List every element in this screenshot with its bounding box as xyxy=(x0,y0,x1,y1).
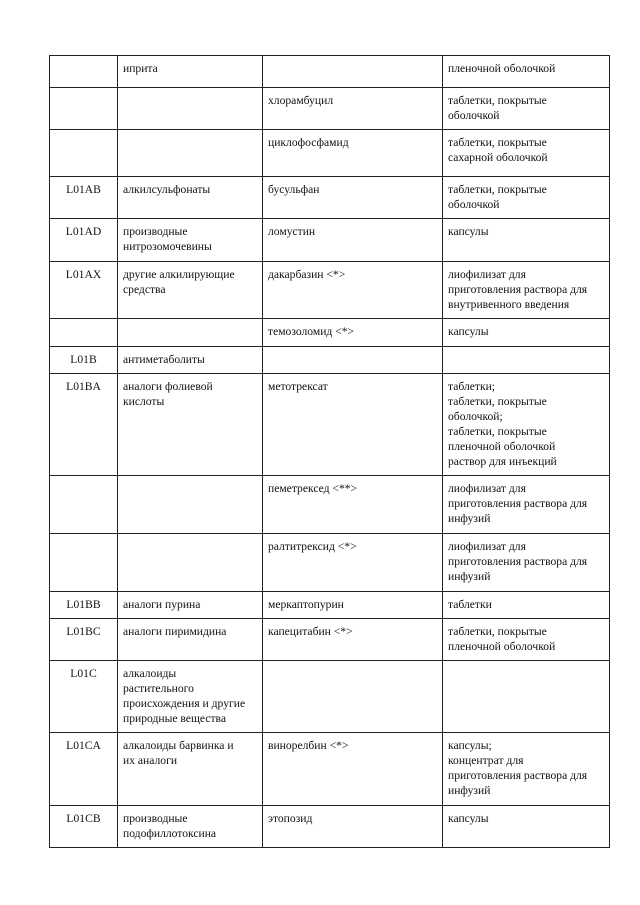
drug-name-cell: пеметрексед <**> xyxy=(263,476,443,534)
table-row xyxy=(50,534,610,592)
drug-name-cell: темозоломид <*> xyxy=(263,319,443,347)
group-cell: антиметаболиты xyxy=(118,347,263,374)
group-cell: аналоги пурина xyxy=(118,592,263,619)
drug-name-cell: дакарбазин <*> xyxy=(263,262,443,319)
drug-name-cell: циклофосфамид xyxy=(263,130,443,177)
drug-name-cell xyxy=(263,661,443,733)
group-cell xyxy=(118,88,263,130)
dosage-form-cell: таблетки, покрытые пленочной оболочкой xyxy=(443,619,610,661)
atc-code-cell: L01BA xyxy=(50,374,118,476)
group-cell: аналоги пиримидина xyxy=(118,619,263,661)
atc-code-cell xyxy=(50,319,118,347)
atc-code-cell xyxy=(50,534,118,592)
table-row xyxy=(50,374,610,476)
group-cell: алкилсульфонаты xyxy=(118,177,263,219)
group-cell: другие алкилирующие средства xyxy=(118,262,263,319)
group-cell xyxy=(118,319,263,347)
dosage-form-cell: таблетки; таблетки, покрытые оболочкой; таблетки, покрытые пленочной оболочкой раствор для инъекций xyxy=(443,374,610,476)
dosage-form-cell xyxy=(443,661,610,733)
table-row xyxy=(50,806,610,848)
table-row xyxy=(50,56,610,88)
drug-name-cell: винорелбин <*> xyxy=(263,733,443,806)
atc-code-cell: L01AD xyxy=(50,219,118,262)
dosage-form-cell: пленочной оболочкой xyxy=(443,56,610,88)
drug-name-cell xyxy=(263,56,443,88)
atc-code-cell xyxy=(50,130,118,177)
atc-code-cell xyxy=(50,476,118,534)
table-row xyxy=(50,130,610,177)
atc-code-cell: L01AX xyxy=(50,262,118,319)
dosage-form-cell: таблетки, покрытые оболочкой xyxy=(443,177,610,219)
atc-code-cell: L01BC xyxy=(50,619,118,661)
group-cell: иприта xyxy=(118,56,263,88)
dosage-form-cell: таблетки, покрытые оболочкой xyxy=(443,88,610,130)
atc-code-cell: L01CB xyxy=(50,806,118,848)
dosage-form-cell: лиофилизат для приготовления раствора для инфузий xyxy=(443,476,610,534)
table-row xyxy=(50,88,610,130)
table-row xyxy=(50,347,610,374)
dosage-form-cell: капсулы xyxy=(443,319,610,347)
drug-name-cell: ломустин xyxy=(263,219,443,262)
table-row xyxy=(50,733,610,806)
atc-code-cell: L01C xyxy=(50,661,118,733)
atc-code-cell xyxy=(50,88,118,130)
group-cell: алкалоиды барвинка и их аналоги xyxy=(118,733,263,806)
dosage-form-cell xyxy=(443,347,610,374)
table-row xyxy=(50,476,610,534)
dosage-form-cell: таблетки, покрытые сахарной оболочкой xyxy=(443,130,610,177)
drug-name-cell xyxy=(263,347,443,374)
drug-name-cell: ралтитрексид <*> xyxy=(263,534,443,592)
dosage-form-cell: капсулы xyxy=(443,806,610,848)
group-cell: производные нитрозомочевины xyxy=(118,219,263,262)
drug-name-cell: хлорамбуцил xyxy=(263,88,443,130)
group-cell xyxy=(118,130,263,177)
dosage-form-cell: лиофилизат для приготовления раствора для внутривенного введения xyxy=(443,262,610,319)
drug-name-cell: капецитабин <*> xyxy=(263,619,443,661)
table-row xyxy=(50,319,610,347)
dosage-form-cell: таблетки xyxy=(443,592,610,619)
group-cell xyxy=(118,476,263,534)
atc-code-cell xyxy=(50,56,118,88)
table-row xyxy=(50,661,610,733)
dosage-form-cell: капсулы; концентрат для приготовления раствора для инфузий xyxy=(443,733,610,806)
table-row xyxy=(50,177,610,219)
atc-code-cell: L01BB xyxy=(50,592,118,619)
atc-code-cell: L01AB xyxy=(50,177,118,219)
table-row xyxy=(50,619,610,661)
atc-code-cell: L01CA xyxy=(50,733,118,806)
table-row xyxy=(50,262,610,319)
group-cell: производные подофиллотоксина xyxy=(118,806,263,848)
drug-name-cell: меркаптопурин xyxy=(263,592,443,619)
drug-name-cell: этопозид xyxy=(263,806,443,848)
table-row xyxy=(50,592,610,619)
group-cell: аналоги фолиевой кислоты xyxy=(118,374,263,476)
drug-name-cell: бусульфан xyxy=(263,177,443,219)
group-cell: алкалоиды растительного происхождения и другие природные вещества xyxy=(118,661,263,733)
dosage-form-cell: лиофилизат для приготовления раствора для инфузий xyxy=(443,534,610,592)
drug-name-cell: метотрексат xyxy=(263,374,443,476)
drug-list-table xyxy=(49,55,610,848)
atc-code-cell: L01B xyxy=(50,347,118,374)
group-cell xyxy=(118,534,263,592)
dosage-form-cell: капсулы xyxy=(443,219,610,262)
table-row xyxy=(50,219,610,262)
